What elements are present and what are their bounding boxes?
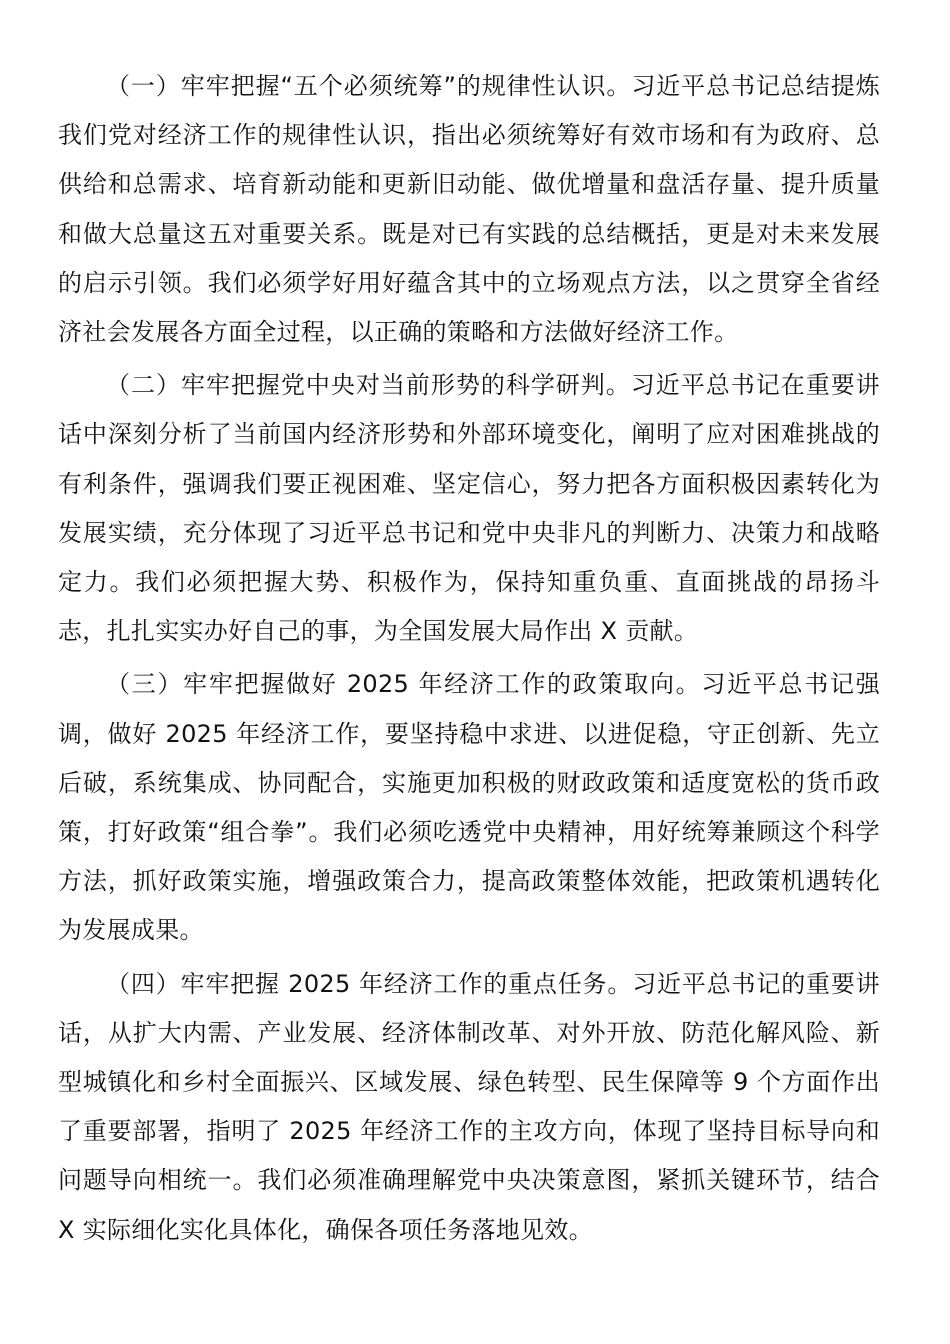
paragraph-3: （三）牢牢把握做好 2025 年经济工作的政策取向。习近平总书记强调，做好 2025 年经济工作，要坚持稳中求进、以进促稳，守正创新、先立后破，系统集成、协同配合，实施更加积极的财政政策和适度宽松的货币政策，打好政策“组合拳”。我们必须吃透党中央精神，用好统筹兼顾这个科学方法，抓好政策实施，增强政策合力，提高政策整体效能，把政策机遇转化为发展成果。 (58, 670, 880, 945)
paragraph-4: （四）牢牢把握 2025 年经济工作的重点任务。习近平总书记的重要讲话，从扩大内需、产业发展、经济体制改革、对外开放、防范化解风险、新型城镇化和乡村全面振兴、区域发展、绿色转型、民生保障等 9 个方面作出了重要部署，指明了 2025 年经济工作的主攻方向，体现了坚持目标导向和问题导向相统一。我们必须准确理解党中央决策意图，紧抓关键环节，结合 X 实际细化实化具体化，确保各项任务落地见效。 (58, 969, 880, 1244)
document-page (58, 62, 880, 1259)
paragraph-1: （一）牢牢把握“五个必须统筹”的规律性认识。习近平总书记总结提炼我们党对经济工作的规律性认识，指出必须统筹好有效市场和有为政府、总供给和总需求、培育新动能和更新旧动能、做优增量和盘活存量、提升质量和做大总量这五对重要关系。既是对已有实践的总结概括，更是对未来发展的启示引领。我们必须学好用好蕴含其中的立场观点方法，以之贯穿全省经济社会发展各方面全过程，以正确的策略和方法做好经济工作。 (58, 72, 880, 347)
paragraph-2: （二）牢牢把握党中央对当前形势的科学研判。习近平总书记在重要讲话中深刻分析了当前国内经济形势和外部环境变化，阐明了应对困难挑战的有利条件，强调我们要正视困难、坚定信心，努力把各方面积极因素转化为发展实绩，充分体现了习近平总书记和党中央非凡的判断力、决策力和战略定力。我们必须把握大势、积极作为，保持知重负重、直面挑战的昂扬斗志，扎扎实实办好自己的事，为全国发展大局作出 X 贡献。 (58, 371, 880, 646)
